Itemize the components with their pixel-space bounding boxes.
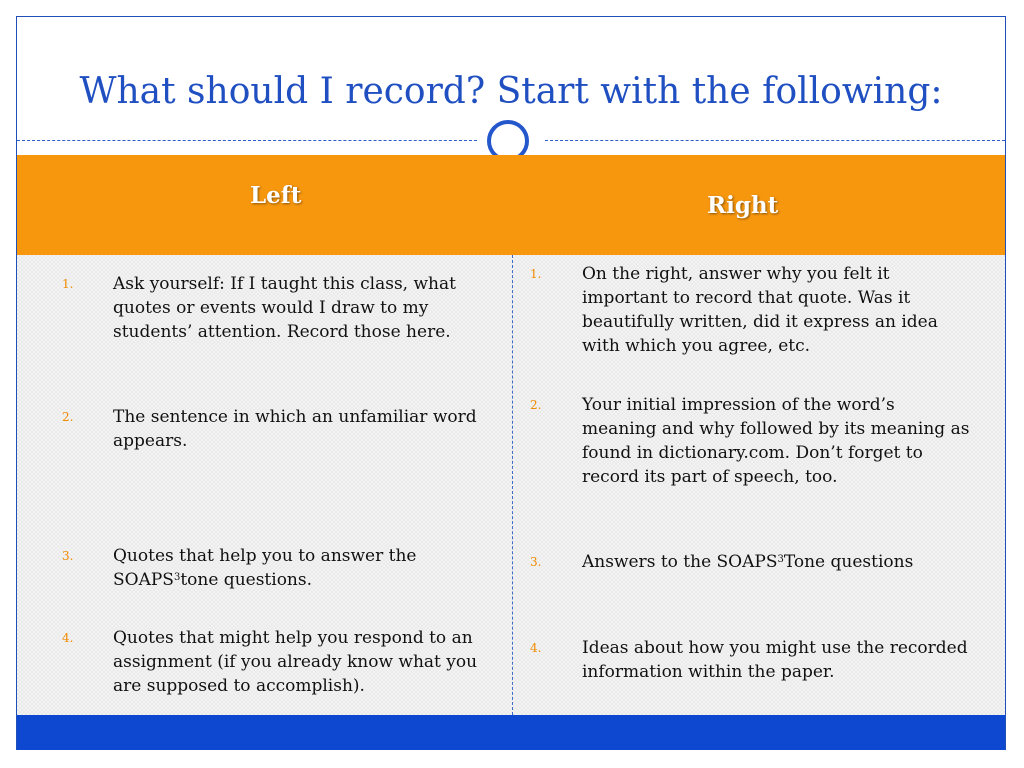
right-item-3-text-a: Answers to the SOAPS — [582, 552, 778, 572]
right-item-1-number: 1. — [530, 267, 542, 281]
right-item-4-number: 4. — [530, 641, 542, 655]
column-header-band — [17, 155, 1005, 255]
right-column-header: Right — [707, 192, 779, 219]
column-divider — [512, 255, 513, 715]
right-item-3-text-b: Tone questions — [783, 552, 914, 572]
left-item-3-text-b: tone questions. — [180, 570, 313, 590]
left-item-2-text: The sentence in which an unfamiliar word appears. — [113, 407, 477, 451]
left-item-1-text: Ask yourself: If I taught this class, what quotes or events would I draw to my students’ attention. Record those here. — [113, 274, 456, 342]
left-item-3-text — [113, 544, 493, 592]
right-item-1-text: On the right, answer why you felt it important to record that quote. Was it beautifully written, did it express an idea with which you agree, etc. — [582, 264, 938, 356]
left-item-4-text: Quotes that might help you respond to an assignment (if you already know what you are supposed to accomplish). — [113, 628, 478, 696]
left-column-header: Left — [250, 182, 302, 209]
left-item-2-number: 2. — [62, 410, 74, 424]
left-item-4-number: 4. — [62, 631, 74, 645]
right-item-3-text — [582, 550, 970, 574]
right-item-3-superscript: 3 — [777, 554, 784, 565]
footer-band — [17, 715, 1005, 750]
left-item-1-number: 1. — [62, 277, 74, 291]
right-item-2-text: Your initial impression of the word’s meaning and why followed by its meaning as found in dictionary.com. Don’t forget to record its part of speech, too. — [582, 395, 970, 487]
left-item-3-text-a: Quotes that help you to answer the SOAPS — [113, 546, 417, 590]
title-divider-right — [545, 140, 1005, 141]
right-item-2-number: 2. — [530, 398, 542, 412]
right-item-3-number: 3. — [530, 555, 542, 569]
left-item-3-superscript: 3 — [173, 572, 181, 583]
slide-title: What should I record? Start with the following: — [79, 71, 943, 112]
title-divider-left — [17, 140, 482, 141]
left-item-3-number: 3. — [62, 549, 74, 563]
right-item-4-text: Ideas about how you might use the recorded information within the paper. — [582, 638, 968, 682]
